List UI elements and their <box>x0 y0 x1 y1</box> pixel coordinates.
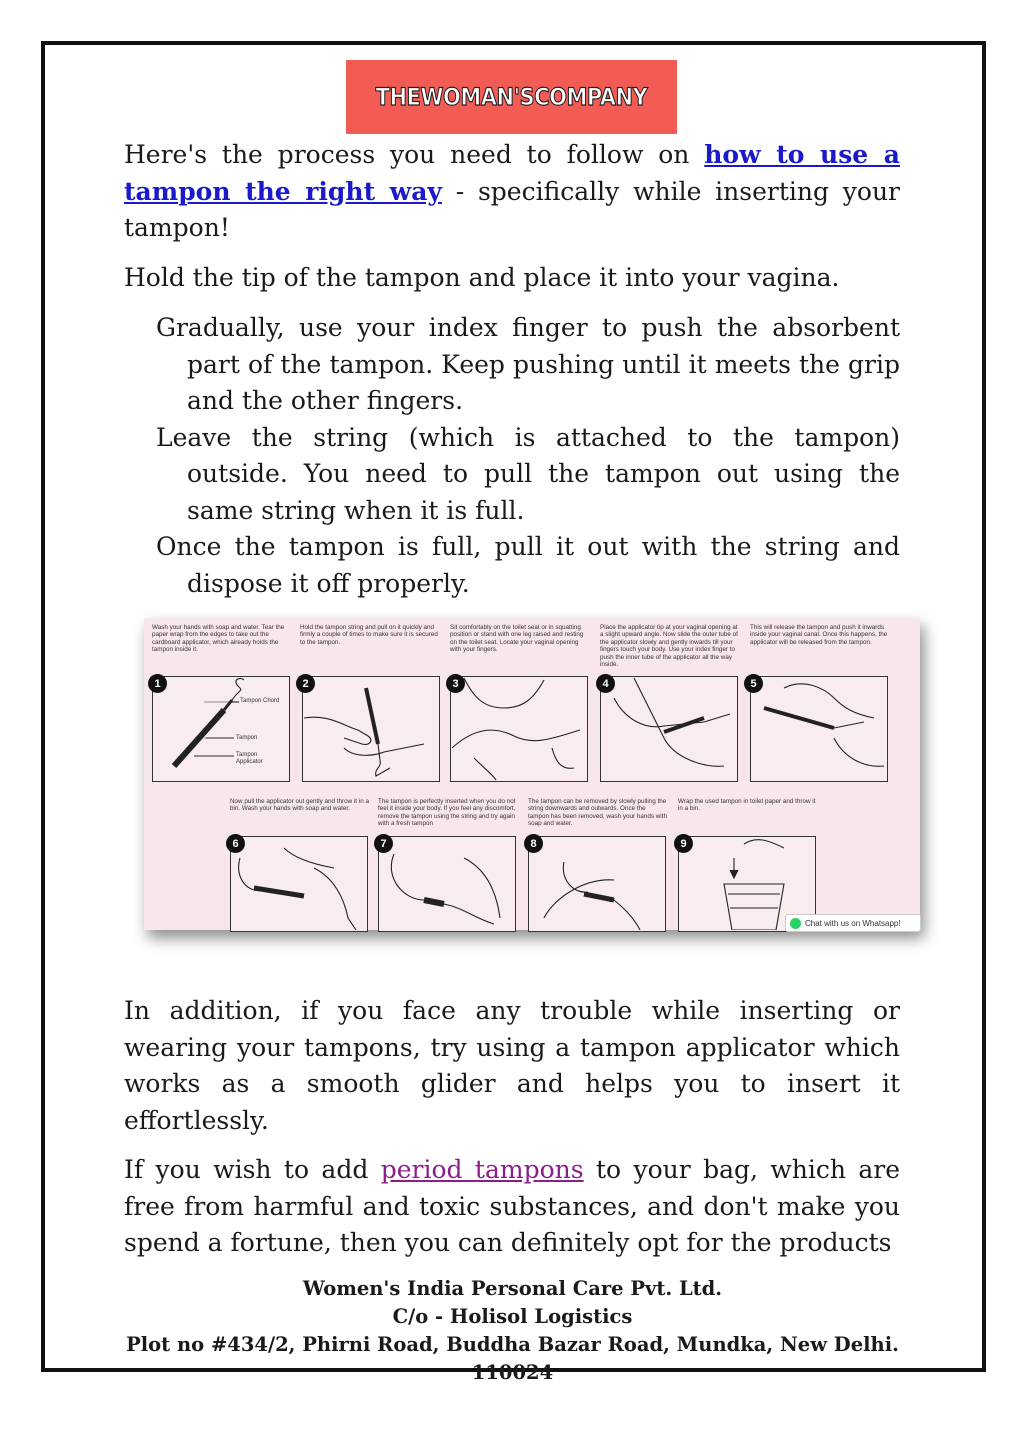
step-number-badge: 8 <box>524 834 543 853</box>
steps-list <box>156 310 900 602</box>
caption-step-4: Place the applicator tip at your vaginal opening at a slight upward angle. Now slide the outer tube of the applicator slowly and gently inwards till your fingers touch your body. Use your index finger to push the inner tube of the applicator all the way inside. <box>600 624 738 669</box>
whatsapp-icon <box>790 918 801 929</box>
footer-street-address: Plot no #434/2, Phirni Road, Buddha Bazar Road, Mundka, New Delhi. <box>126 1333 899 1356</box>
step-number-badge: 5 <box>744 674 763 693</box>
label-tampon-chord: Tampon Chord <box>240 698 280 704</box>
step-illustrations <box>144 618 920 930</box>
whatsapp-chat-label: Chat with us on Whatsapp! <box>805 918 901 928</box>
step-number-badge: 7 <box>374 834 393 853</box>
step-number-badge: 2 <box>296 674 315 693</box>
caption-step-9: Wrap the used tampon in toilet paper and throw it in a bin. <box>678 798 816 813</box>
whatsapp-chat-button[interactable] <box>785 914 921 932</box>
step-number-badge: 4 <box>596 674 615 693</box>
label-tampon: Tampon <box>236 735 258 741</box>
how-to-use-tampon-link[interactable]: how to use a tampon the right way <box>124 140 900 206</box>
label-tampon-applicator: Tampon Applicator <box>236 752 263 765</box>
step-number-badge: 3 <box>446 674 465 693</box>
tampon-instructions-figure <box>144 618 920 930</box>
company-logo[interactable] <box>346 60 677 134</box>
logo-text: THEWOMAN'SCOMPANY <box>375 83 648 111</box>
addition-paragraph <box>124 993 900 1139</box>
addition-text: In addition, if you face any trouble while inserting or wearing your tampons, try using a tampon applicator which works as a smooth glider and helps you to insert it effortlessly. <box>124 996 900 1135</box>
caption-step-2: Hold the tampon string and pull on it quickly and firmly a couple of times to make sure it is secured to the tampon. <box>300 624 438 646</box>
caption-step-6: Now pull the applicator out gently and throw it in a bin. Wash your hands with soap and water. <box>230 798 369 813</box>
step-item: Once the tampon is full, pull it out with the string and dispose it off properly. <box>156 532 900 598</box>
intro-paragraph <box>124 137 900 247</box>
wish-text-after: to your bag, which are free from harmful and toxic substances, and don't make you spend a fortune, then you can definitely opt for the products <box>124 1155 900 1257</box>
intro-text-before: Here's the process you need to follow on <box>124 140 705 169</box>
step-number-badge: 1 <box>148 674 167 693</box>
step-item: Leave the string (which is attached to the tampon) outside. You need to pull the tampon out using the same string when it is full. <box>156 422 900 525</box>
caption-step-1: Wash your hands with soap and water. Tear the paper wrap from the edges to take out the cardboard applicator, which already holds the tampon inside it. <box>152 624 285 654</box>
hold-text: Hold the tip of the tampon and place it into your vagina. <box>124 263 840 292</box>
period-tampons-link[interactable]: period tampons <box>380 1155 584 1184</box>
footer-postal-code: 110024 <box>471 1361 554 1384</box>
caption-step-5: This will release the tampon and push it inwards inside your vaginal canal. Once this happens, the applicator will be released from the tampon. <box>750 624 888 646</box>
caption-step-3: Sit comfortably on the toilet seat or in squatting position or stand with one leg raised and resting on the toilet seat. Locate your vaginal opening with your fingers. <box>450 624 584 654</box>
wish-text-before: If you wish to add <box>124 1155 381 1184</box>
step-number-badge: 9 <box>674 834 693 853</box>
footer-address <box>44 1275 981 1387</box>
footer-company-name: Women's India Personal Care Pvt. Ltd. <box>302 1277 723 1300</box>
step-item: Gradually, use your index finger to push the absorbent part of the tampon. Keep pushing until it meets the grip and the other fingers. <box>156 313 900 415</box>
hold-paragraph <box>124 260 900 297</box>
caption-step-7: The tampon is perfectly inserted when you do not feel it inside your body. If you feel any discomfort, remove the tampon using the string and try again with a fresh tampon <box>378 798 516 828</box>
intro-text-after: - specifically while inserting your tampon! <box>124 176 900 242</box>
footer-care-of: C/o - Holisol Logistics <box>392 1305 633 1328</box>
wish-paragraph <box>124 1152 900 1262</box>
caption-step-8: The tampon can be removed by slowly pulling the string downwards and outwards. Once the tampon has been removed, wash your hands with soap and water. <box>528 798 667 828</box>
step-number-badge: 6 <box>226 834 245 853</box>
